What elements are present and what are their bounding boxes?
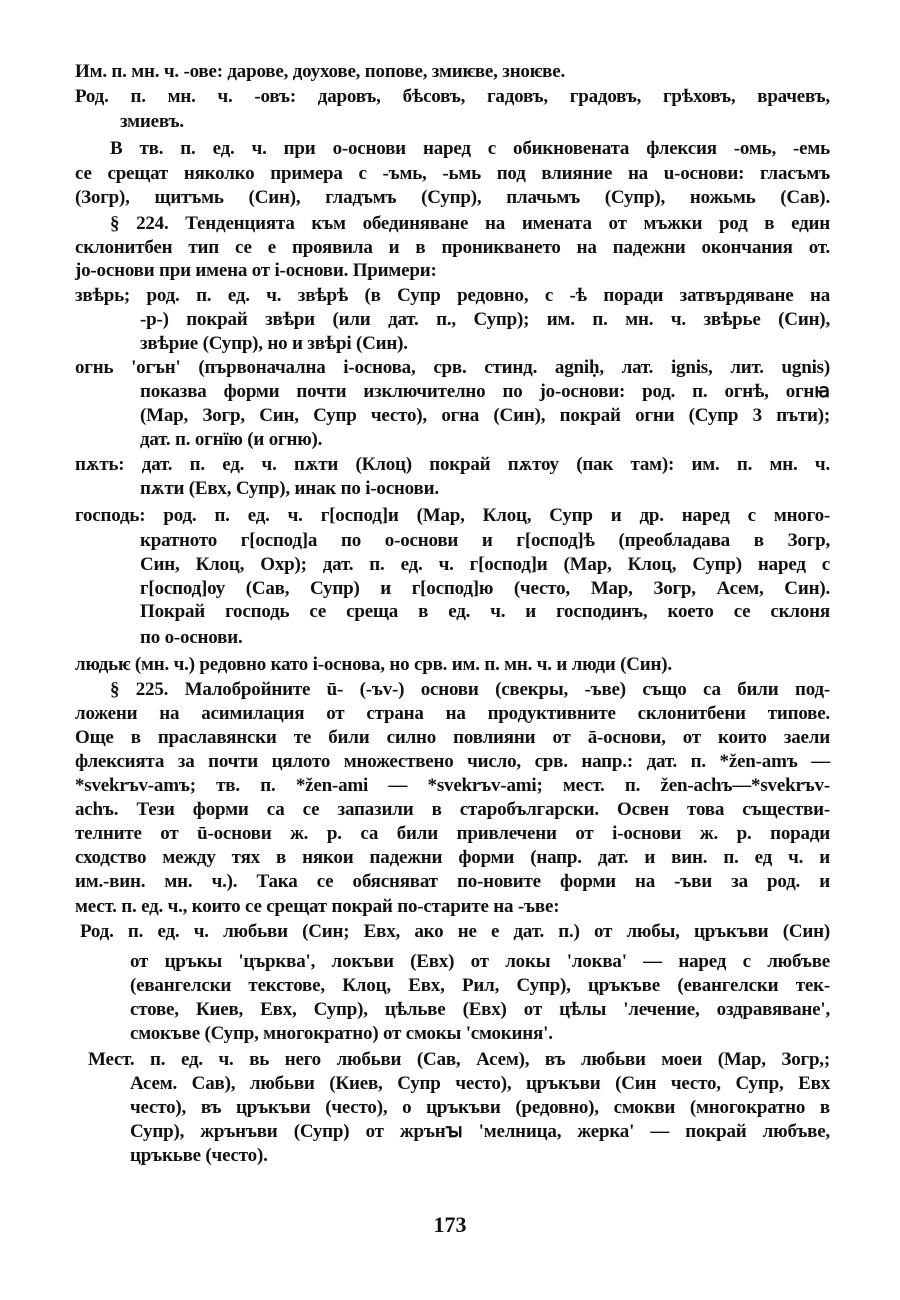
text-line: често), въ цръкъви (често), о цръкъви (редовно), смокви (многократно в (130, 1097, 830, 1118)
text-line: стове, Киев, Евх, Супр), цѣльве (Евх) от цѣлы 'лечение, оздравяване', (130, 999, 830, 1020)
text-line: Асем. Сав), любьви (Киев, Супр често), цръкъви (Син често, Супр, Евх (130, 1073, 830, 1094)
text-line: -р-) покрай звѣри (или дат. п., Супр); им. п. мн. ч. звѣрье (Син), (140, 309, 830, 330)
text-line: цръкьве (често). (130, 1145, 268, 1166)
text-line: им.-вин. мн. ч.). Така се обясняват по-новите форми на -ъви за род. и (75, 871, 830, 892)
text-line: Супр), жрънъви (Супр) от жрънꙑ 'мелница, жерка' — покрай любъве, (130, 1121, 830, 1142)
text-line: от цръкы 'църква', локъви (Евх) от локы 'локва' — наред с любъве (130, 951, 830, 972)
text-line: флексията за почти цялото множествено число, срв. напр.: дат. п. *žen-amъ — (75, 751, 830, 772)
text-line: смокъве (Супр, многократно) от смокы 'смокиня'. (130, 1023, 553, 1044)
text-line: В тв. п. ед. ч. при о-основи наред с обикновената флексия -омь, -емь (110, 138, 830, 159)
text-line: (Мар, Зогр, Син, Супр често), огна (Син), покрай огни (Супр 3 пъти); (140, 405, 830, 426)
text-line: пѫть: дат. п. ед. ч. пѫти (Клоц) покрай пѫтоу (пак там): им. п. мн. ч. (75, 454, 830, 475)
text-line: г[оспод]оу (Сав, Супр) и г[оспод]ю (често, Мар, Зогр, Асем, Син). (140, 578, 830, 599)
text-line: jo-основи при имена от i-основи. Примери: (75, 260, 437, 281)
text-line: по о-основи. (140, 627, 243, 648)
text-line: огнь 'огън' (първоначална i-основа, срв. стинд. agniḥ, лат. ignis, лит. ugnis) (75, 357, 830, 378)
text-line: Мест. п. ед. ч. вь него любьви (Сав, Асем), въ любьви моеи (Мар, Зогр,; (88, 1049, 830, 1070)
text-line: Род. п. ед. ч. любьви (Син; Евх, ако не е дат. п.) от любы, цръкъви (Син) (80, 921, 830, 942)
text-line: Род. п. мн. ч. -овъ: даровъ, бѣсовъ, гадовъ, градовъ, грѣховъ, врачевъ, (75, 86, 830, 107)
text-line: пѫти (Евх, Супр), инак по i-основи. (140, 478, 439, 499)
text-line: ложени на асимилация от страна на продуктивните склонитбени типове. (75, 703, 830, 724)
text-line: звѣрие (Супр), но и звѣрі (Син). (140, 333, 408, 354)
text-line: Им. п. мн. ч. -ове: дарове, доухове, попове, змиѥве, зноѥве. (75, 61, 565, 82)
text-line: дат. п. огнїю (и огню). (140, 429, 323, 450)
text-line: Покрай господь се среща в ед. ч. и господинъ, което се склоня (140, 601, 830, 622)
text-line: (Зогр), щитъмь (Син), гладъмъ (Супр), плачьмъ (Супр), ножьмь (Сав). (75, 187, 830, 208)
text-line: *svekrъv-amъ; тв. п. *žen-ami — *svekrъv-ami; мест. п. žen-achъ—*svekrъv- (75, 775, 830, 796)
text-line: Още в праславянски те били силно повлияни от ā-основи, от които заели (75, 727, 830, 748)
text-line: кратното г[оспод]а по о-основи и г[оспод]ѣ (преобладава в Зогр, (140, 530, 830, 551)
text-line: показва форми почти изключително по jo-основи: род. п. огнѣ, огнꙗ (140, 381, 830, 402)
text-line: сходство между тях в някои падежни форми (напр. дат. и вин. п. ед ч. и (75, 847, 830, 868)
page-number: 173 (433, 1212, 467, 1237)
text-line: людьѥ (мн. ч.) редовно като i-основа, но срв. им. п. мн. ч. и люди (Син). (75, 654, 672, 675)
text-line: телните от ū-основи ж. р. са били привлечени от i-основи ж. р. поради (75, 823, 830, 844)
text-line: achъ. Тези форми са се запазили в старобългарски. Освен това съществи- (75, 799, 830, 820)
text-line: § 224. Тенденцията към обединяване на имената от мъжки род в един (110, 213, 830, 234)
text-line: Син, Клоц, Охр); дат. п. ед. ч. г[оспод]и (Мар, Клоц, Супр) наред с (140, 554, 830, 575)
text-line: склонитбен тип се е проявила и в проникването на падежни окончания от. (75, 237, 830, 258)
text-line: мест. п. ед. ч., които се срещат покрай по-старите на -ъве: (75, 896, 560, 917)
text-line: (евангелски текстове, Клоц, Евх, Рил, Супр), цръкъве (евангелски тек- (130, 975, 830, 996)
text-line: § 225. Малобройните ū- (-ъv-) основи (свекры, -ъве) също са били под- (110, 679, 830, 700)
text-line: змиевъ. (120, 111, 184, 132)
text-line: звѣрь; род. п. ед. ч. звѣрѣ (в Супр редовно, с -ѣ поради затвърдяване на (75, 285, 830, 306)
text-line: се срещат няколко примера с -ъмь, -ьмь под влияние на u-основи: гласъмъ (75, 163, 830, 184)
text-line: господь: род. п. ед. ч. г[оспод]и (Мар, Клоц, Супр и др. наред с много- (75, 505, 830, 526)
